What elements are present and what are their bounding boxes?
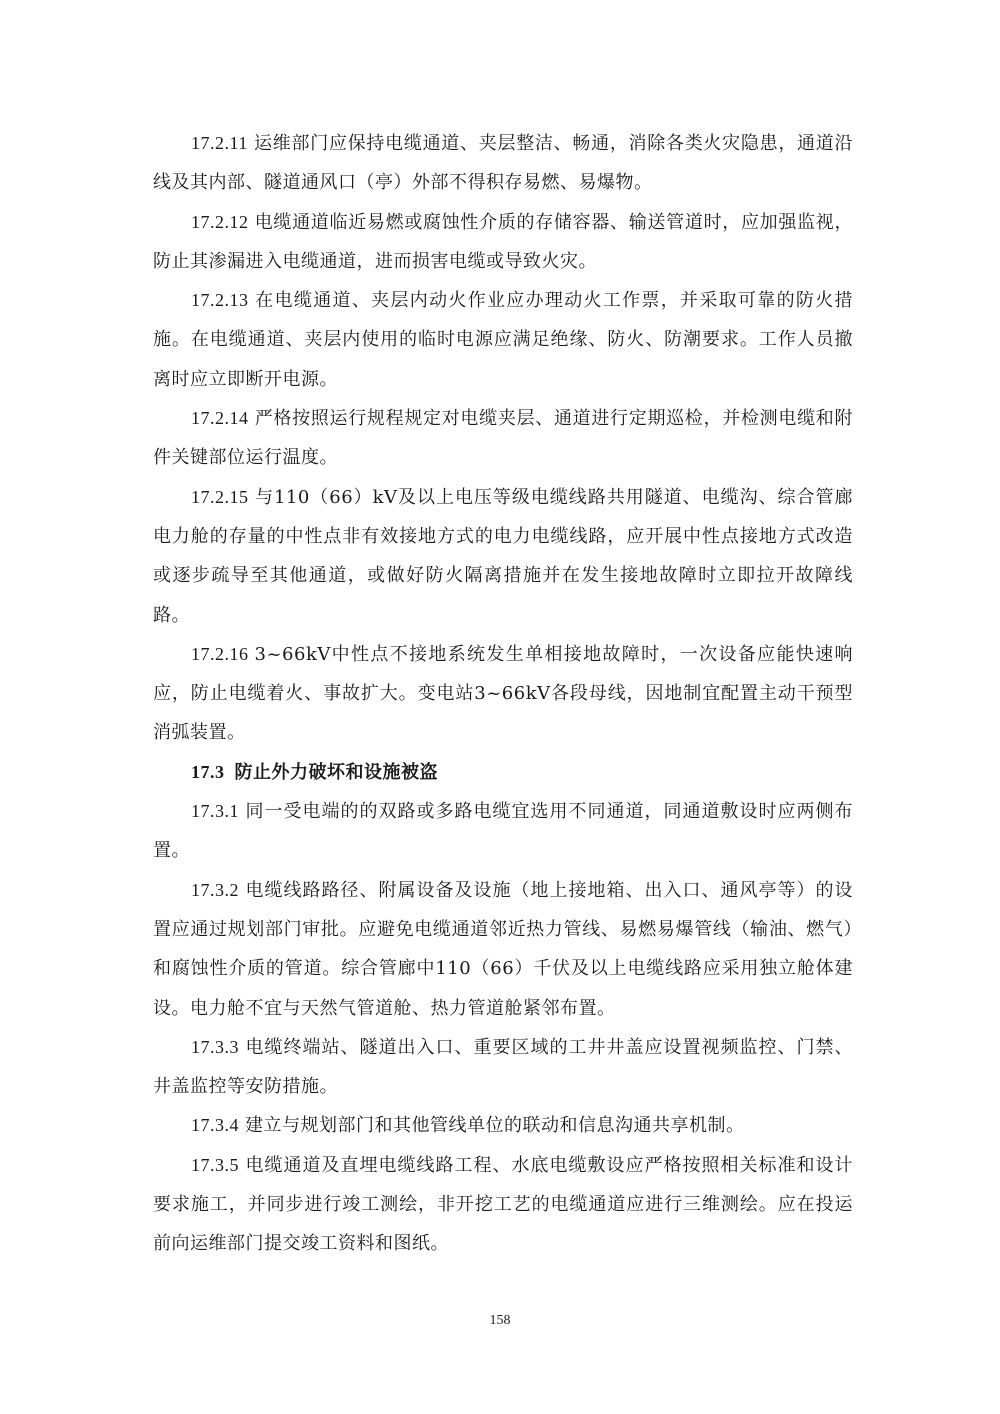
clause-number: 17.3.4 [191,1115,239,1136]
paragraph-17-2-13 [153,281,853,399]
paragraph-17-3-2 [153,871,853,1028]
clause-number: 17.2.11 [191,133,248,153]
clause-text: 3~66kV中性点不接地系统发生单相接地故障时，一次设备应能快速响应，防止电缆着火、事故扩大。变电站3~66kV各段母线，因地制宜配置主动干预型消弧装置。 [153,643,853,744]
clause-number: 17.3.2 [191,879,239,900]
clause-text: 与110（66）kV及以上电压等级电缆线路共用隧道、电缆沟、综合管廊电力舱的存量的中性点非有效接地方式的电力电缆线路，应开展中性点接地方式改造或逐步疏导至其他通道，或做好防火隔离措施并在发生接地故障时立即拉开故障线路。 [153,486,853,626]
paragraph-17-2-15 [153,478,853,635]
clause-number: 17.2.14 [191,408,249,429]
clause-text: 严格按照运行规程规定对电缆夹层、通道进行定期巡检，并检测电缆和附件关键部位运行温度。 [153,408,853,469]
paragraph-17-2-14 [153,399,853,478]
clause-text: 在电缆通道、夹层内动火作业应办理动火工作票，并采取可靠的防火措施。在电缆通道、夹层内使用的临时电源应满足绝缘、防火、防潮要求。工作人员撤离时应立即断开电源。 [153,290,853,390]
clause-text: 运维部门应保持电缆通道、夹层整洁、畅通，消除各类火灾隐患，通道沿线及其内部、隧道通风口（亭）外部不得积存易燃、易爆物。 [153,133,853,194]
paragraph-17-3-4 [153,1106,853,1145]
paragraph-17-2-12 [153,203,853,282]
paragraph-17-3-5 [153,1146,853,1264]
paragraph-17-2-11 [153,124,853,203]
clause-text: 电缆通道及直埋电缆线路工程、水底电缆敷设应严格按照相关标准和设计要求施工，并同步进行竣工测绘，非开挖工艺的电缆通道应进行三维测绘。应在投运前向运维部门提交竣工资料和图纸。 [153,1154,853,1255]
paragraph-17-2-16 [153,635,853,753]
clause-text: 电缆终端站、隧道出入口、重要区域的工井井盖应设置视频监控、门禁、井盖监控等安防措施。 [153,1036,853,1098]
paragraph-17-3-3 [153,1028,853,1107]
document-body [153,124,853,1264]
clause-number: 17.2.15 [191,486,249,507]
clause-text: 建立与规划部门和其他管线单位的联动和信息沟通共享机制。 [245,1115,745,1137]
clause-number: 17.2.16 [191,643,249,664]
clause-text: 电缆线路路径、附属设备及设施（地上接地箱、出入口、通风亭等）的设置应通过规划部门审批。应避免电缆通道邻近热力管线、易燃易爆管线（输油、燃气）和腐蚀性介质的管道。综合管廊中110（66）千伏及以上电缆线路应采用独立舱体建设。电力舱不宜与天然气管道舱、热力管道舱紧邻布置。 [153,879,853,1019]
clause-number: 17.2.13 [191,290,249,311]
clause-number: 17.3.5 [191,1154,239,1175]
clause-text: 电缆通道临近易燃或腐蚀性介质的存储容器、输送管道时，应加强监视，防止其渗漏进入电缆通道，进而损害电缆或导致火灾。 [153,211,853,272]
clause-number: 17.3.3 [191,1036,239,1057]
section-number: 17.3 [191,761,225,782]
clause-number: 17.3.1 [191,801,239,822]
clause-text: 同一受电端的的双路或多路电缆宜选用不同通道，同通道敷设时应两侧布置。 [153,801,853,862]
clause-number: 17.2.12 [191,211,249,232]
page-number: 158 [489,1313,511,1328]
section-title: 防止外力破坏和设施被盗 [234,761,438,783]
section-heading [153,753,853,792]
paragraph-17-3-1 [153,792,853,871]
